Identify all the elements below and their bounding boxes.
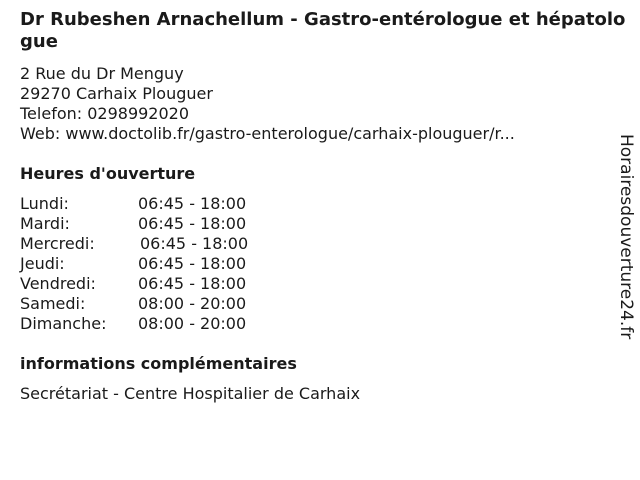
hours-row-sunday	[20, 314, 248, 334]
hours-row-monday	[20, 194, 248, 214]
day-label: Vendredi:	[20, 274, 96, 293]
phone-number[interactable]: Telefon: 0298992020	[20, 104, 190, 123]
page-title: Dr Rubeshen Arnachellum - Gastro-entérologue et hépatologue	[20, 9, 626, 52]
hours-row-wednesday	[20, 234, 248, 254]
street-address: 2 Rue du Dr Menguy	[20, 64, 184, 83]
time-range: 06:45 - 18:00	[138, 254, 247, 273]
time-range: 08:00 - 20:00	[138, 294, 247, 313]
time-range: 06:45 - 18:00	[138, 194, 247, 213]
time-range: 06:45 - 18:00	[138, 214, 247, 233]
additional-info-text: Secrétariat - Centre Hospitalier de Carhaix	[20, 384, 361, 403]
time-range: 06:45 - 18:00	[138, 274, 247, 293]
day-label: Mardi:	[20, 214, 70, 233]
address-block	[20, 64, 515, 144]
hours-row-tuesday	[20, 214, 248, 234]
time-range: 08:00 - 20:00	[138, 314, 247, 333]
opening-hours-table	[20, 194, 248, 334]
time-range: 06:45 - 18:00	[140, 234, 249, 253]
day-label: Lundi:	[20, 194, 69, 213]
city-address: 29270 Carhaix Plouguer	[20, 84, 213, 103]
day-label: Dimanche:	[20, 314, 107, 333]
day-label: Mercredi:	[20, 234, 95, 253]
site-watermark: Horairesdouverture24.fr	[616, 134, 636, 340]
additional-info-heading: informations complémentaires	[20, 354, 297, 373]
website-link[interactable]: Web: www.doctolib.fr/gastro-enterologue/carhaix-plouguer/r...	[20, 124, 515, 143]
hours-row-friday	[20, 274, 248, 294]
hours-row-saturday	[20, 294, 248, 314]
day-label: Samedi:	[20, 294, 86, 313]
hours-row-thursday	[20, 254, 248, 274]
opening-hours-heading: Heures d'ouverture	[20, 164, 196, 183]
day-label: Jeudi:	[20, 254, 65, 273]
